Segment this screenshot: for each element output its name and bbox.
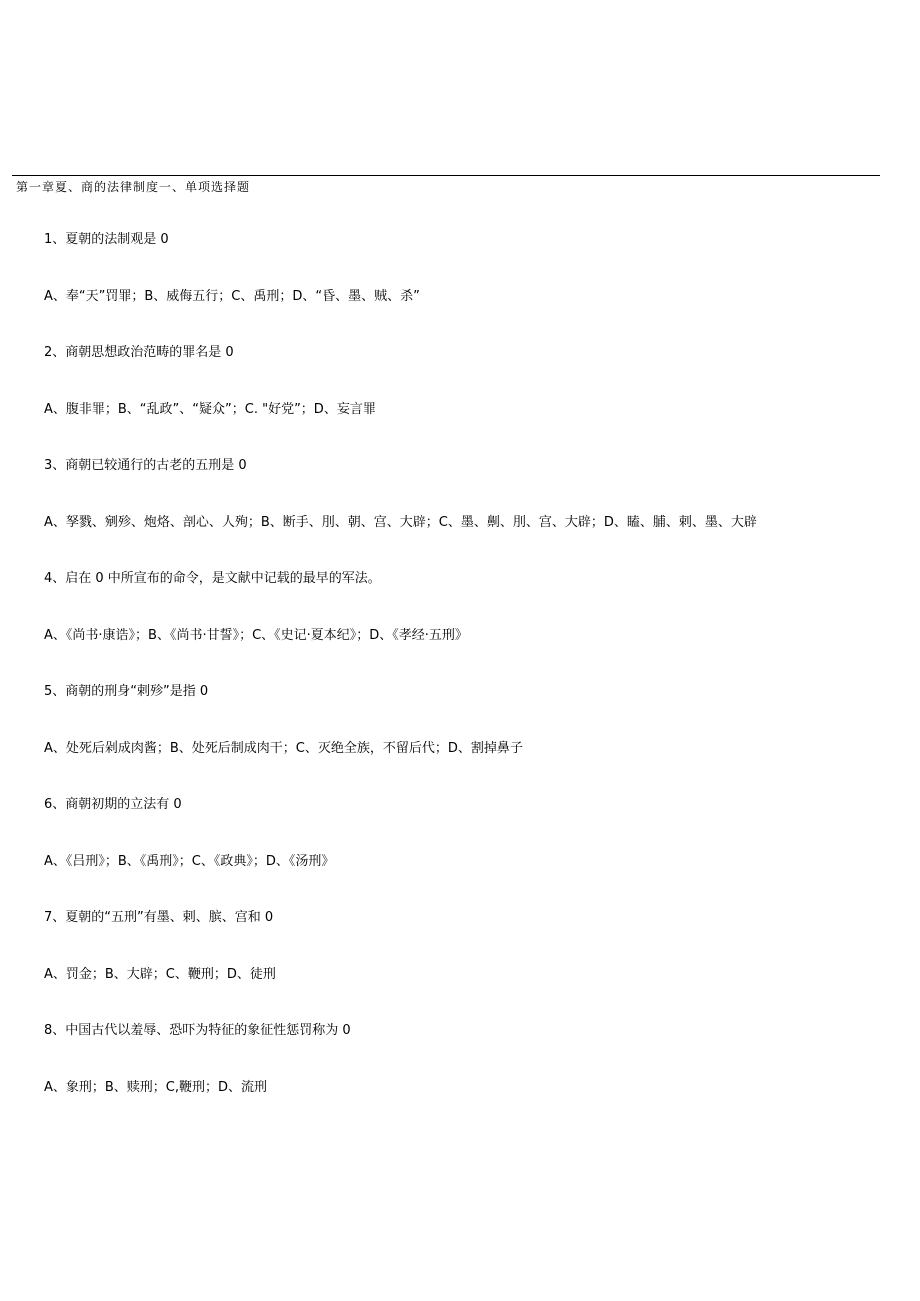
question-6-stem: 6、商朝初期的立法有 0 xyxy=(44,797,182,812)
question-2-options: A、腹非罪；B、“乱政”、“疑众”；C. "好党”；D、妄言罪 xyxy=(44,402,376,417)
question-5-stem: 5、商朝的刑身“剌殄”是指 0 xyxy=(44,684,209,699)
question-8-options: A、象刑；B、赎刑；C,鞭刑；D、流刑 xyxy=(44,1080,268,1095)
question-7-stem: 7、夏朝的“五刑”有墨、剌、膑、宫和 0 xyxy=(44,910,274,925)
question-4-options: A、《尚书·康诰》；B、《尚书·甘誓》；C、《史记·夏本纪》；D、《孝经·五刑》 xyxy=(44,628,468,643)
header-rule xyxy=(12,175,880,176)
document-header: 第一章夏、商的法律制度一、单项选择题 xyxy=(16,180,251,194)
question-6-options: A、《吕刑》；B、《禹刑》；C、《政典》；D、《汤刑》 xyxy=(44,854,335,869)
question-1-options: A、奉“天”罚罪；B、威侮五行；C、禹刑；D、“昏、墨、贼、杀” xyxy=(44,289,420,304)
question-1-stem: 1、夏朝的法制观是 0 xyxy=(44,232,169,247)
question-4-stem: 4、启在 0 中所宣布的命令，是文献中记载的最早的军法。 xyxy=(44,571,381,586)
question-7-options: A、罚金；B、大辟；C、鞭刑；D、徒刑 xyxy=(44,967,276,982)
question-3-stem: 3、商朝已较通行的古老的五刑是 0 xyxy=(44,458,247,473)
question-8-stem: 8、中国古代以羞辱、恐吓为特征的象征性惩罚称为 0 xyxy=(44,1023,351,1038)
question-2-stem: 2、商朝思想政治范畴的罪名是 0 xyxy=(44,345,234,360)
question-5-options: A、处死后剁成肉酱；B、处死后制成肉干；C、灭绝全族，不留后代；D、割掉鼻子 xyxy=(44,741,523,756)
question-3-options: A、孥戮、剜殄、炮烙、剖心、人殉；B、断手、刖、朝、宫、大辟；C、墨、劓、刖、宫、大辟；D、瞌、脯、剌、墨、大辟 xyxy=(44,515,757,530)
